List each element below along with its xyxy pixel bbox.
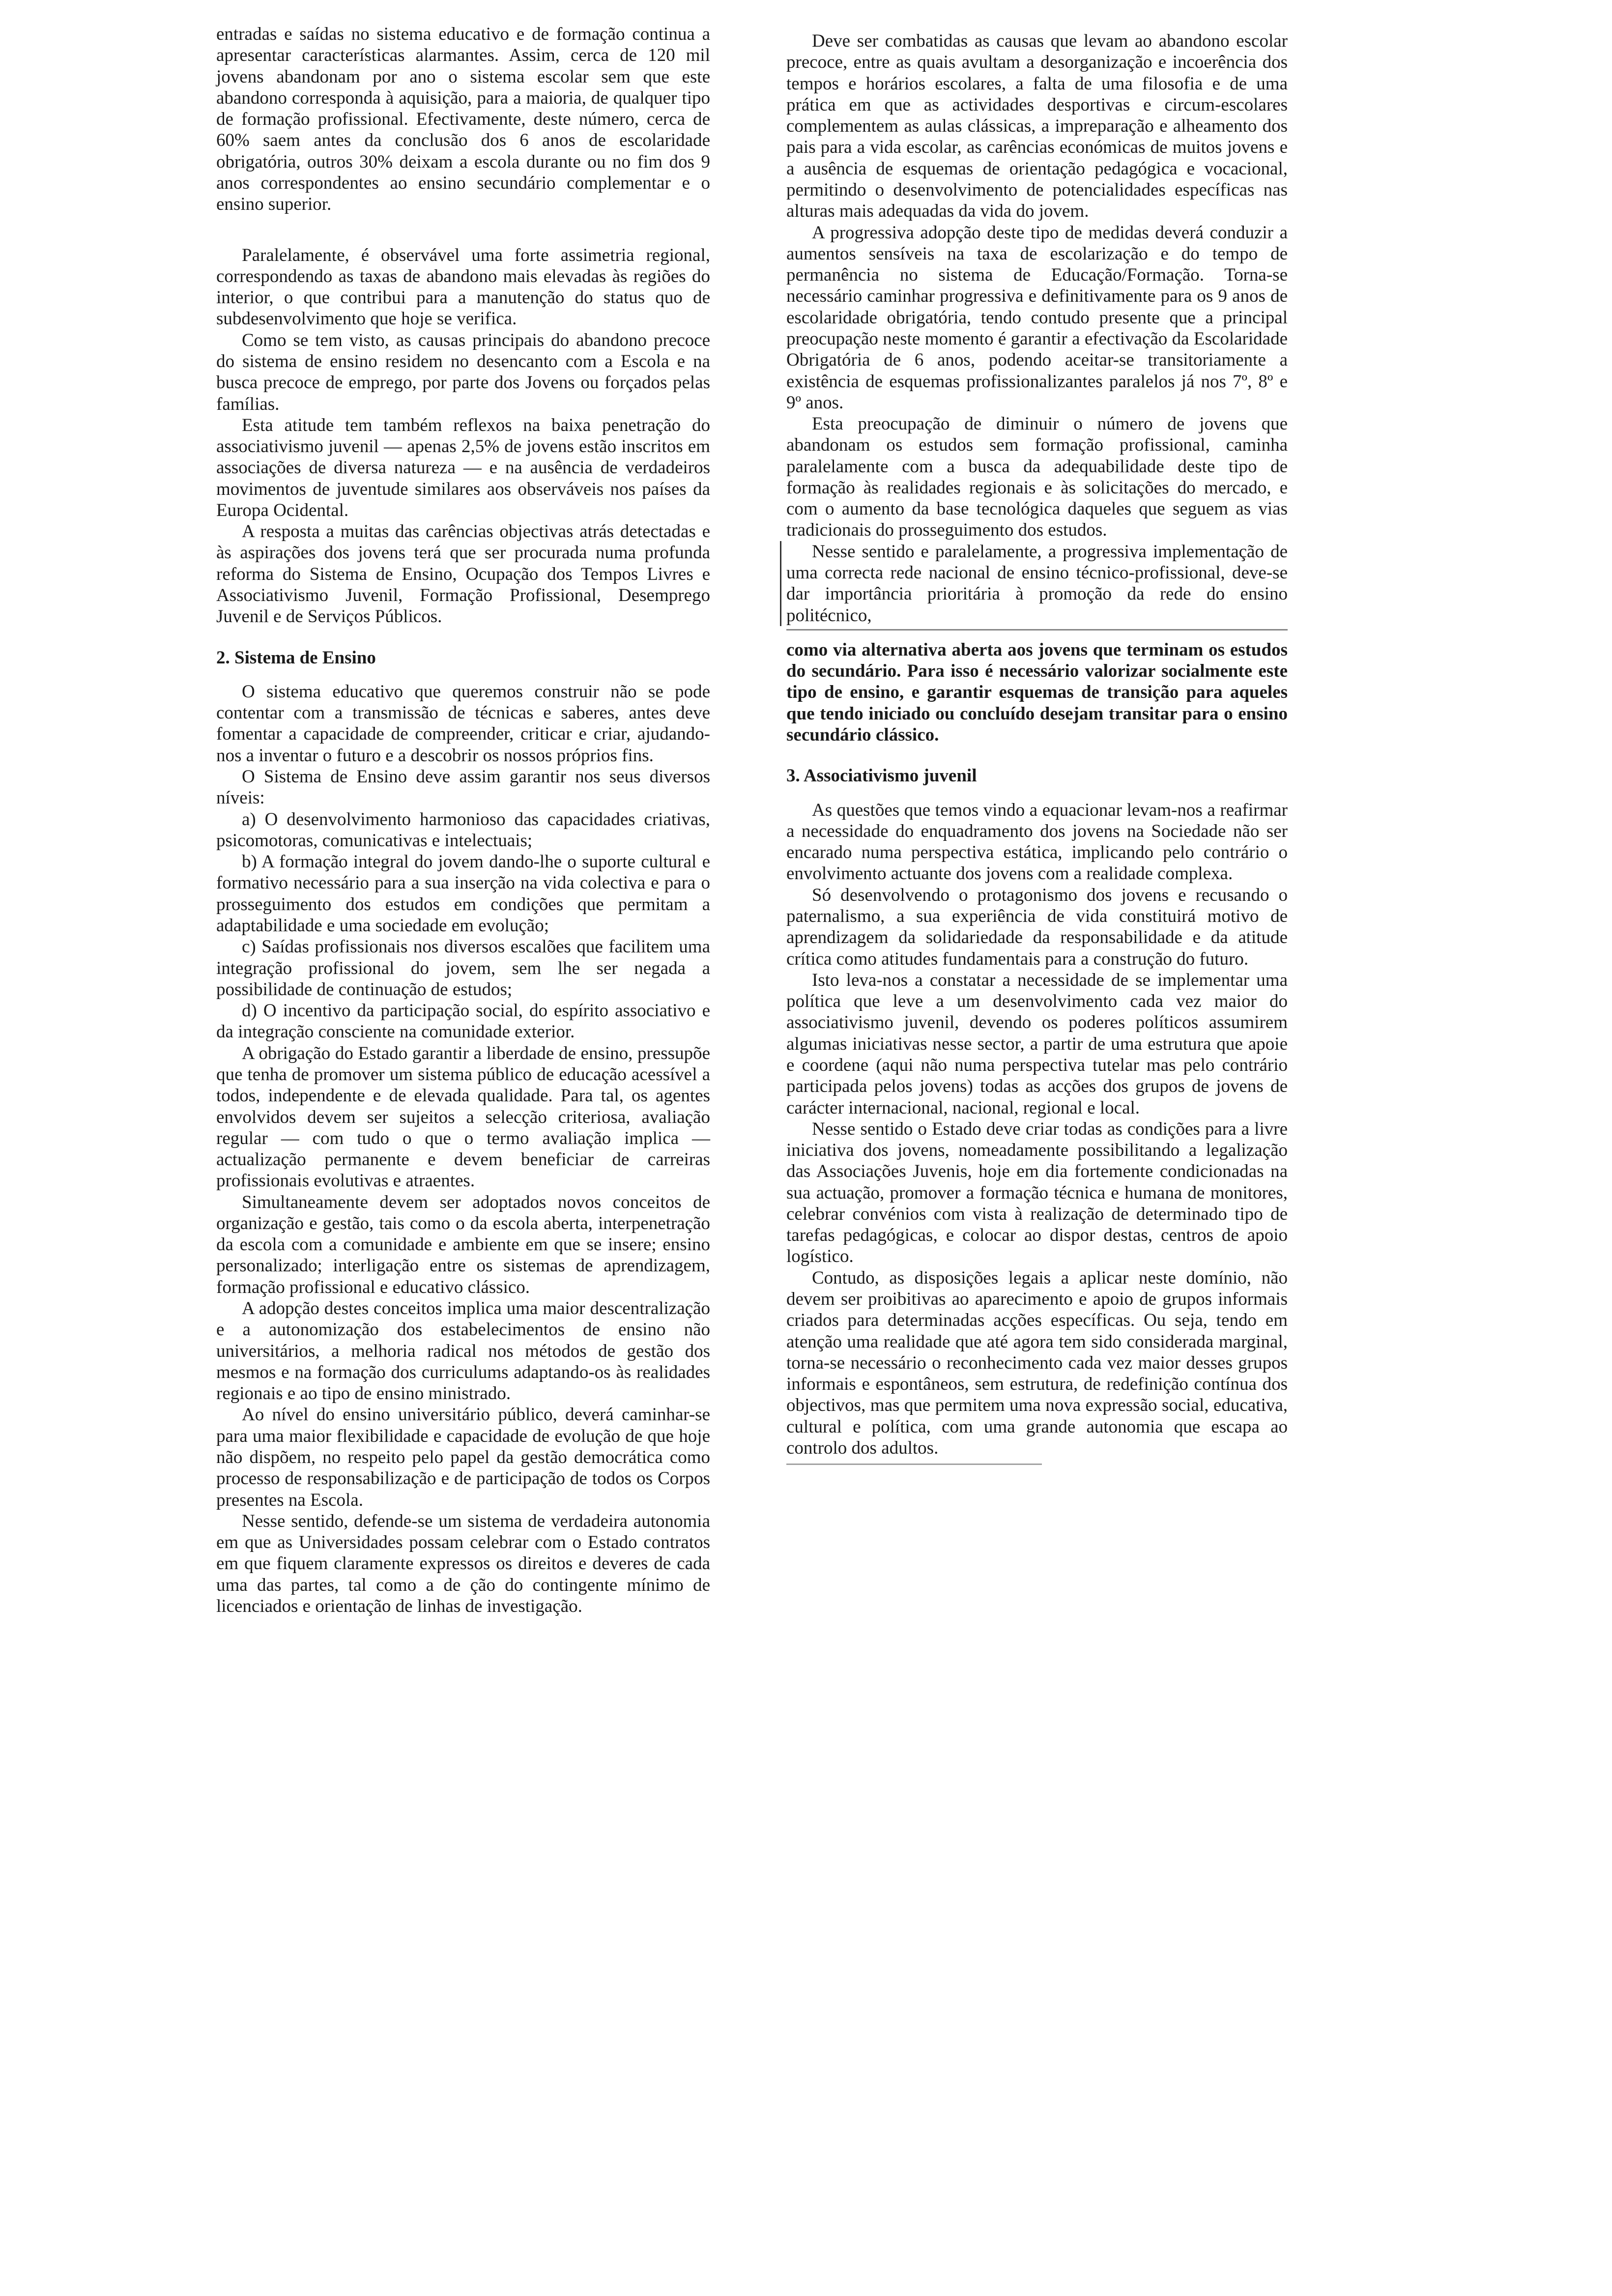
reform-response-paragraph: A resposta a muitas das carências objectivas atrás detectadas e às aspirações dos jovens terá que ser procurada numa profunda reforma do Sistema de Ensino, Ocupação dos Tempos Livres e Associativismo Juvenil, Formação Profissional, Desemprego Juvenil e de Serviços Públicos. [216, 521, 710, 627]
end-rule [786, 1464, 1042, 1465]
regional-asymmetry-paragraph: Paralelamente, é observável uma forte assimetria regional, correspondendo as taxas de abandono mais elevadas às regiões do interior, o que contribui para a manutenção do status quo de subdesenvolvimento que hoje se verifica. [216, 245, 710, 329]
protagonism-paragraph: Só desenvolvendo o protagonismo dos jovens e recusando o paternalismo, a sua experiência de vida constituirá motivo de aprendizagem da solidariedade da responsabilidade e da atitude crítica como atitudes fundamentais para a construção do futuro. [786, 885, 1288, 969]
university-paragraph: Ao nível do ensino universitário público, deverá caminhar-se para uma maior flexibilidade e capacidade de evolução de que hoje não dispõem, no respeito pelo papel da gestão democrática como processo de responsabilização e de participação de todos os Corpos presentes na Escola. [216, 1405, 710, 1510]
progressive-adoption-paragraph: A progressiva adopção deste tipo de medidas deverá conduzir a aumentos sensíveis na taxa de escolarização e do tempo de permanência no sistema de Educação/Formação. Torna-se necessário caminhar progressiva e definitivamente para os 9 anos de escolaridade obrigatória, tendo contudo presente que a principal preocupação neste momento é garantir a efectivação da Escolaridade Obrigatória de 6 anos, podendo aceitar-se transitoriamente a existência de esquemas profissionalizantes paralelos já nos 7º, 8º e 9º anos. [786, 222, 1288, 413]
list-item-d: d) O incentivo da participação social, do espírito associativo e da integração consciente na comunidade exterior. [216, 1001, 710, 1042]
left-column [216, 24, 710, 1617]
list-item-a: a) O desenvolvimento harmonioso das capacidades criativas, psicomotoras, comunicativas e intelectuais; [216, 809, 710, 851]
questions-paragraph: As questões que temos vindo a equacionar levam-nos a reafirmar a necessidade do enquadramento dos jovens na Sociedade não ser encarado numa perspectiva estática, implicando pelo contrário o envolvimento actuante dos jovens com a realidade complexa. [786, 800, 1288, 884]
associativism-rate-paragraph: Esta atitude tem também reflexos na baixa penetração do associativismo juvenil — apenas 2,5% de jovens estão inscritos em associações de diversa natureza — e na ausência de verdadeiros movimentos de juventude similares aos observáveis nos países da Europa Ocidental. [216, 415, 710, 520]
state-obligation-paragraph: A obrigação do Estado garantir a liberdade de ensino, pressupõe que tenha de promover um sistema público de educação acessível a todos, independente e de elevada qualidade. Para tal, os agentes envolvidos devem ser sujeitos a selecção criteriosa, avaliação regular — com tudo o que o termo avaliação implica — actualização permanente e devem beneficiar de carreiras profissionais evolutivas e atraentes. [216, 1043, 710, 1191]
education-system-paragraph: O sistema educativo que queremos construir não se pode contentar com a transmissão de técnicas e saberes, antes deve fomentar a capacidade de compreender, criticar e criar, ajudando-nos a inventar o futuro e a descobrir os nossos próprios fins. [216, 681, 710, 766]
legal-provisions-paragraph: Contudo, as disposições legais a aplicar neste domínio, não devem ser proibitivas ao aparecimento e apoio de grupos informais criados para determinadas acções específicas. Ou seja, tendo em atenção uma realidade que até agora tem sido considerada marginal, torna-se necessário o reconhecimento cada vez maior desses grupos informais e espontâneos, sem estrutura, de redefinição contínua dos objectivos, mas que permitem uma nova expressão social, educativa, cultural e política, com uma grande autonomia que escapa ao controlo dos adultos. [786, 1267, 1288, 1458]
section-2-heading: 2. Sistema de Ensino [216, 647, 376, 668]
list-item-b: b) A formação integral do jovem dando-lhe o suporte cultural e formativo necessário para a sua inserção na vida colectiva e para o prosseguimento dos estudos em condições que permitam a adaptabilidade e uma sociedade em evolução; [216, 852, 710, 936]
reduce-dropout-paragraph: Esta preocupação de diminuir o número de jovens que abandonam os estudos sem formação profissional, caminha paralelamente com a busca da adequabilidade deste tipo de formação às realidades regionais e às solicitações do mercado, e com o aumento da base tecnológica daqueles que seguem as vias tradicionais do prosseguimento dos estudos. [786, 414, 1288, 541]
separator-line [786, 629, 1288, 631]
new-concepts-paragraph: Simultaneamente devem ser adoptados novos conceitos de organização e gestão, tais como o da escola aberta, interpenetração da escola com a comunidade e ambiente em que se insere; ensino personalizado; interligação entre os sistemas de aprendizagem, formação profissional e educativo clássico. [216, 1192, 710, 1297]
section-3-heading: 3. Associativismo juvenil [786, 766, 977, 786]
dropout-causes-paragraph: Como se tem visto, as causas principais do abandono precoce do sistema de ensino residem no desencanto com a Escola e na busca precoce de emprego, por parte dos Jovens ou forçados pelas famílias. [216, 330, 710, 414]
combat-causes-paragraph: Deve ser combatidas as causas que levam ao abandono escolar precoce, entre as quais avultam a desorganização e incoerência dos tempos e horários escolares, a falta de uma filosofia e de uma prática em que as actividades desportivas e circum-escolares complementem as aulas clássicas, a impreparação e alheamento dos pais para a vida escolar, as carências económicas de muitos jovens e a ausência de esquemas de orientação pedagógica e vocacional, permitindo o desenvolvimento de potencialidades específicas nas alturas mais adequadas da vida do jovem. [786, 31, 1288, 222]
right-column [786, 30, 1288, 1465]
alternative-path-paragraph: como via alternativa aberta aos jovens que terminam os estudos do secundário. Para isso é necessário valorizar socialmente este tipo de ensino, e garantir esquemas de transição para aqueles que tendo iniciado ou concluído desejam transitar para o ensino secundário clássico. [786, 639, 1288, 745]
technical-network-paragraph: Nesse sentido e paralelamente, a progressiva implementação de uma correcta rede nacional de ensino técnico-profissional, deve-se dar importância prioritária à promoção da rede do ensino politécnico, [780, 541, 1288, 626]
levels-intro-paragraph: O Sistema de Ensino deve assim garantir nos seus diversos níveis: [216, 767, 710, 808]
decentralization-paragraph: A adopção destes conceitos implica uma maior descentralização e a autonomização dos estabelecimentos de ensino não universitários, a melhoria radical nos métodos de gestão dos mesmos e na formação dos curriculums adaptando-os às realidades regionais e ao tipo de ensino ministrado. [216, 1298, 710, 1404]
left-intro-paragraph: entradas e saídas no sistema educativo e de formação continua a apresentar características alarmantes. Assim, cerca de 120 mil jovens abandonam por ano o sistema escolar sem que este abandono corresponda à aquisição, para a maioria, de qualquer tipo de formação profissional. Efectivamente, deste número, cerca de 60% saem antes da conclusão dos 6 anos de escolaridade obrigatória, outros 30% deixam a escola durante ou no fim dos 9 anos correspondentes ao ensino secundário complementar e o ensino superior. [216, 24, 710, 215]
state-conditions-paragraph: Nesse sentido o Estado deve criar todas as condições para a livre iniciativa dos jovens, nomeadamente possibilitando a legalização das Associações Juvenis, hoje em dia fortemente condicionadas na sua actuação, promover a formação técnica e humana de monitores, celebrar convénios com vista à realização de determinado tipo de tarefas pedagógicas, e colocar ao dispor destas, centros de apoio logístico. [786, 1119, 1288, 1267]
autonomy-paragraph: Nesse sentido, defende-se um sistema de verdadeira autonomia em que as Universidades possam celebrar com o Estado contratos em que fiquem claramente expressos os direitos e deveres de cada uma das partes, tal como a de ção do contingente mínimo de licenciados e orientação de linhas de investigação. [216, 1511, 710, 1616]
list-item-c: c) Saídas profissionais nos diversos escalões que facilitem uma integração profissional do jovem, sem lhe ser negada a possibilidade de continuação de estudos; [216, 937, 710, 1000]
policy-paragraph: Isto leva-nos a constatar a necessidade de se implementar uma política que leve a um desenvolvimento cada vez maior do associativismo juvenil, devendo os poderes políticos assumirem algumas iniciativas nesse sector, a partir de uma estrutura que apoie e coordene (aqui não numa perspectiva tutelar mas pelo contrário participada pelos jovens) todas as acções dos grupos de jovens de carácter internacional, nacional, regional e local. [786, 970, 1288, 1118]
